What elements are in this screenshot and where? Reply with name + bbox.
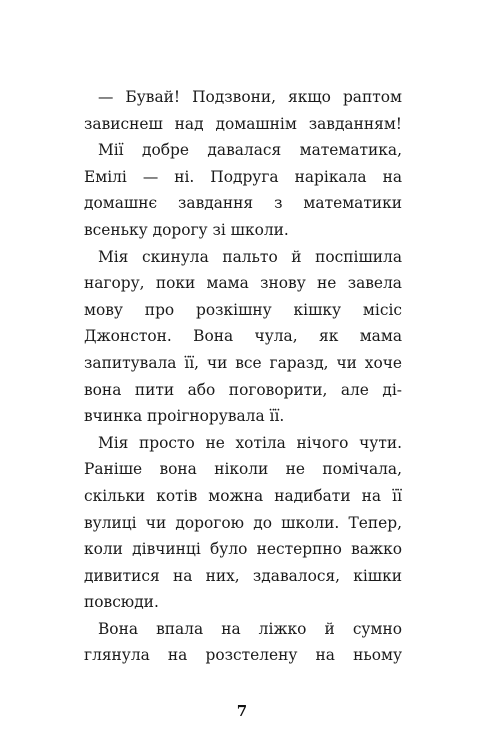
- paragraph-1: [84, 84, 402, 137]
- text-line: Мії добре давалася математика,: [98, 141, 402, 160]
- text-line: запитувала її, чи все гаразд, чи хоче: [84, 353, 402, 372]
- text-line: Вона впала на ліжко й сумно: [98, 619, 402, 638]
- text-line: скільки котів можна надибати на її: [84, 486, 402, 505]
- paragraph-3: [84, 244, 402, 430]
- text-line: — Бувай! Подзвони, якщо раптом: [98, 88, 402, 106]
- text-line: Джонстон. Вона чула, як мама: [84, 327, 402, 346]
- text-line: повсюди.: [84, 593, 159, 612]
- paragraph-4: [84, 430, 402, 616]
- text-line: Мія скинула пальто й поспішила: [98, 247, 402, 266]
- text-line: домашнє завдання з математики: [84, 194, 402, 213]
- body-text: [84, 84, 402, 669]
- text-line: нагору, поки мама знову не завела: [84, 274, 402, 293]
- text-line: коли дівчинці було нестерпно важко: [84, 540, 402, 559]
- text-line: всеньку дорогу зі школи.: [84, 220, 289, 239]
- paragraph-5: [84, 616, 402, 669]
- text-line: зависнеш над домашнім завданням!: [84, 114, 402, 133]
- text-line: мову про розкішну кішку місіс: [84, 300, 402, 319]
- text-line: Раніше вона ніколи не помічала,: [84, 460, 402, 479]
- text-line: вчинка проігнорувала її.: [84, 407, 285, 426]
- text-line: глянула на розстелену на ньому: [84, 646, 402, 665]
- page-number: 7: [236, 702, 248, 720]
- text-line: дивитися на них, здавалося, кішки: [84, 566, 402, 585]
- text-line: вулиці чи дорогою до школи. Тепер,: [84, 513, 402, 532]
- text-line: Мія просто не хотіла нічого чути.: [98, 433, 402, 452]
- text-line: Емілі — ні. Подруга нарікала на: [84, 167, 402, 186]
- text-line: вона пити або поговорити, але ді-: [84, 380, 402, 399]
- paragraph-2: [84, 137, 402, 243]
